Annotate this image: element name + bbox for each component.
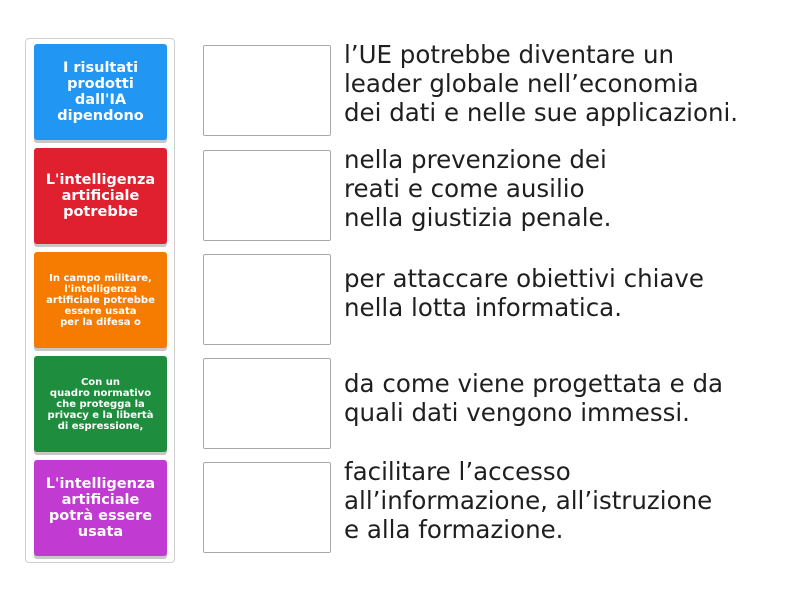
drop-slot[interactable] bbox=[203, 358, 331, 449]
answer-text: l’UE potrebbe diventare un leader globale nell’economia dei dati e nelle sue applicazioni. bbox=[344, 40, 739, 127]
drop-slot[interactable] bbox=[203, 150, 331, 241]
draggable-tile[interactable] bbox=[34, 460, 167, 556]
drop-slot[interactable] bbox=[203, 254, 331, 345]
tile-label: L'intelligenza artificiale potrebbe bbox=[45, 172, 156, 220]
tile-label: In campo militare, l'intelligenza artificiale potrebbe essere usata per la difesa o bbox=[46, 272, 155, 328]
draggable-tile[interactable] bbox=[34, 252, 167, 348]
draggable-tile[interactable] bbox=[34, 356, 167, 452]
draggable-tile[interactable] bbox=[34, 148, 167, 244]
tile-label: I risultati prodotti dall'IA dipendono bbox=[57, 60, 144, 124]
draggable-tile[interactable] bbox=[34, 44, 167, 140]
answer-text: nella prevenzione dei reati e come ausilio nella giustizia penale. bbox=[344, 145, 612, 232]
drop-slot[interactable] bbox=[203, 462, 331, 553]
answer-text: da come viene progettata e da quali dati vengono immessi. bbox=[344, 369, 724, 427]
answer-text: per attaccare obiettivi chiave nella lotta informatica. bbox=[344, 264, 704, 322]
drop-slot[interactable] bbox=[203, 45, 331, 136]
tile-label: Con un quadro normativo che protegga la privacy e la libertà di espressione, bbox=[47, 376, 154, 432]
answer-text: facilitare l’accesso all’informazione, all’istruzione e alla formazione. bbox=[344, 457, 713, 544]
tile-label: L'intelligenza artificiale potrà essere usata bbox=[45, 476, 156, 540]
